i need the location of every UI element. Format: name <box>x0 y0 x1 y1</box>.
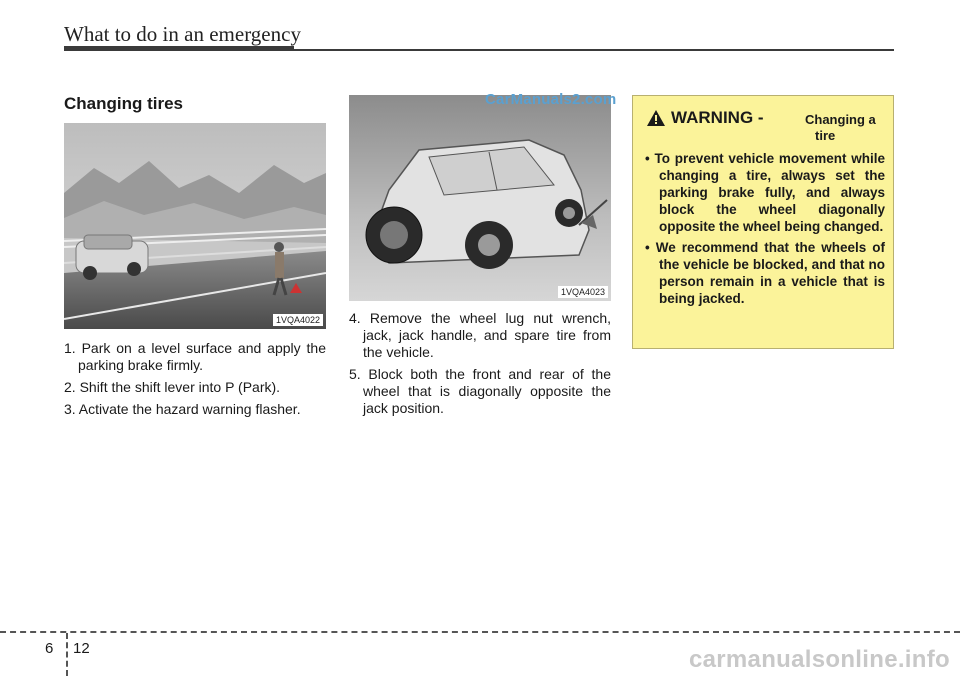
site-watermark: carmanualsonline.info <box>688 646 950 673</box>
section-heading: Changing tires <box>64 94 184 113</box>
image-code-label: 1VQA4023 <box>558 286 608 298</box>
page-number: 12 <box>73 640 90 657</box>
step-item: 1. Park on a level surface and apply the parking brake firmly. <box>64 340 326 373</box>
header-accent-bar <box>64 46 294 51</box>
warning-bullets <box>645 150 885 311</box>
page-header-title: What to do in an emergency <box>64 22 301 46</box>
steps-list-right <box>349 310 611 422</box>
step-item: 5. Block both the front and rear of the wheel that is diagonally opposite the jack position. <box>349 366 611 416</box>
roadside-illustration <box>64 123 326 329</box>
chapter-number: 6 <box>45 640 54 657</box>
warning-triangle-icon <box>647 110 665 126</box>
header-rule <box>294 49 894 51</box>
warning-title: WARNING - <box>671 108 764 127</box>
footer-divider <box>66 633 68 676</box>
steps-list-left <box>64 340 326 423</box>
step-item: 2. Shift the shift lever into P (Park). <box>64 379 281 395</box>
warning-bullet: • We recommend that the wheels of the vehicle be blocked, and that no person remain in a vehicle that is being jacked. <box>645 240 885 306</box>
warning-bullet: • To prevent vehicle movement while changing a tire, always set the parking brake fully, and always block the wheel diagonally opposite the wheel being changed. <box>645 151 885 234</box>
image-code-label: 1VQA4022 <box>273 314 323 326</box>
step-item: 3. Activate the hazard warning flasher. <box>64 401 301 417</box>
warning-box <box>632 95 894 349</box>
footer-rule <box>0 631 960 633</box>
warning-subtitle: Changing a <box>805 112 876 127</box>
warning-subtitle-continued: tire <box>815 128 836 143</box>
carmanuals-watermark: CarManuals2.com <box>485 91 617 108</box>
step-item: 4. Remove the wheel lug nut wrench, jack, jack handle, and spare tire from the vehicle. <box>349 310 611 360</box>
car-jack-illustration <box>349 95 611 301</box>
